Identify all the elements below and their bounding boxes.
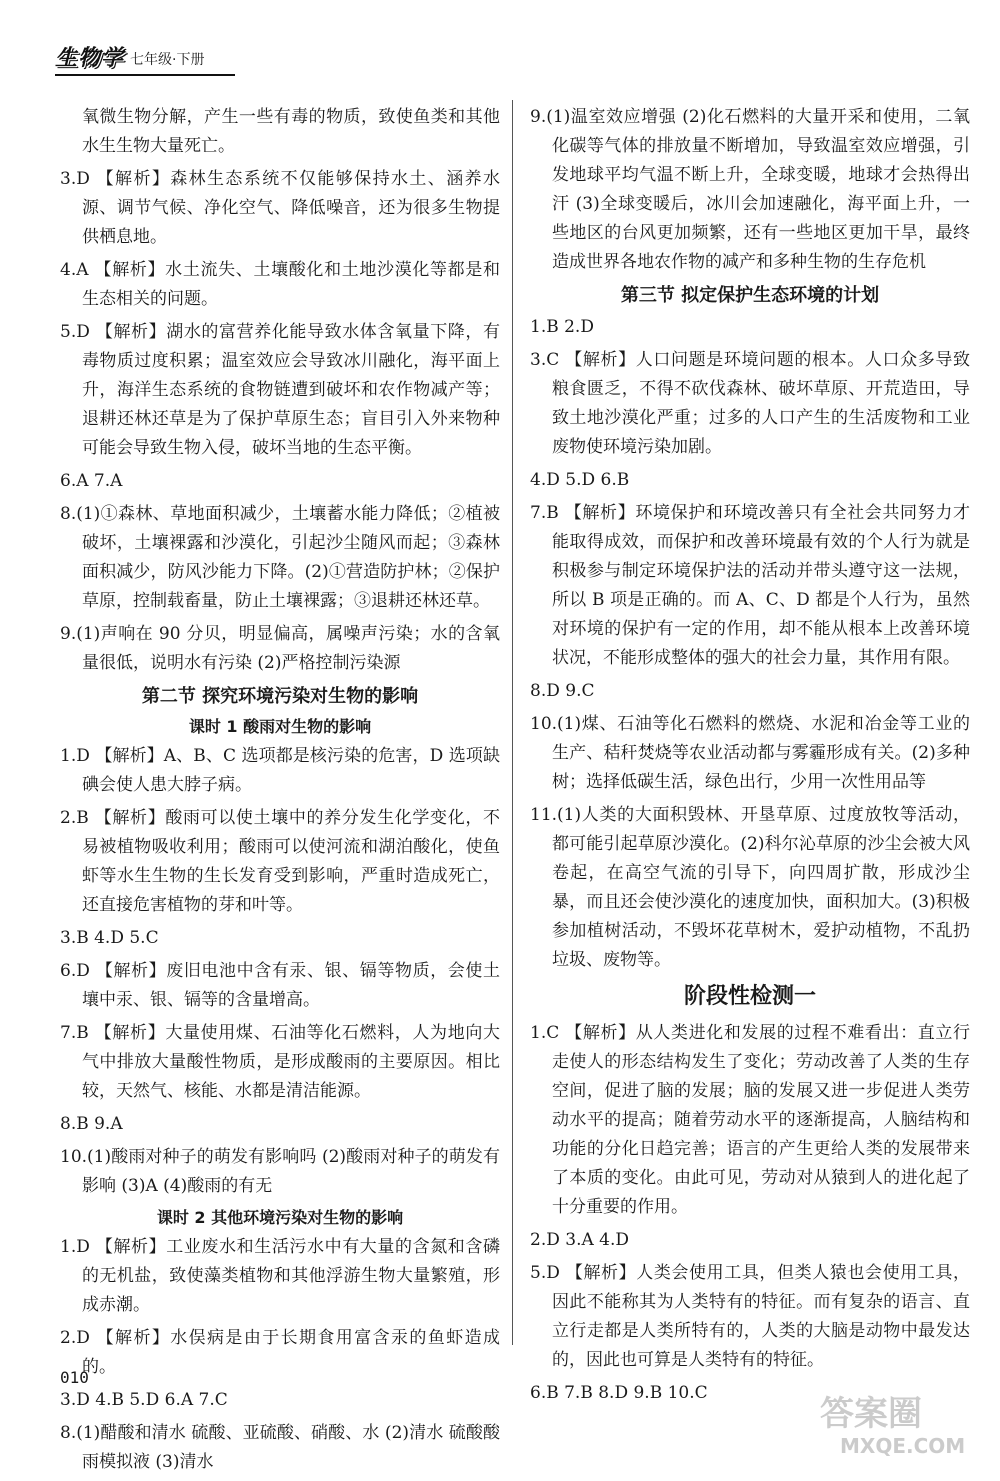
answer-item: 2.D 【解析】水俣病是由于长期食用富含汞的鱼虾造成的。 bbox=[60, 1328, 500, 1377]
section-heading: 第二节 探究环境污染对生物的影响 bbox=[141, 686, 419, 707]
answer-item: 10.(1)煤、石油等化石燃料的燃烧、水泥和冶金等工业的生产、秸秆焚烧等农业活动都与雾霾形成有关。(2)多种树；选择低碳生活，绿色出行，少用一次性用品等 bbox=[530, 714, 970, 792]
answer-item: 11.(1)人类的大面积毁林、开垦草原、过度放牧等活动，都可能引起草原沙漠化。(2)科尔沁草原的沙尘会被大风卷起，在高空气流的引导下，向四周扩散，形成沙尘暴，而且还会使沙漠化的速度加快，面积加大。(3)积极参加植树活动，不毁坏花草树木，爱护动植物，不乱扔垃圾、废物等。 bbox=[530, 805, 970, 970]
answer-item: 7.B 【解析】环境保护和环境改善只有全社会共同努力才能取得成效，而保护和改善环境最有效的个人行为就是积极参与制定环境保护法的活动并带头遵守这一法规，所以 B 项是正确的。而 A、C、D 都是个人行为，虽然对环境的保护有一定的作用，却不能从根本上改善环境状况，不能形成整体的强大的社会力量，其作用有限。 bbox=[530, 503, 970, 668]
answer-item: 8.B 9.A bbox=[60, 1114, 123, 1134]
answer-item: 2.B 【解析】酸雨可以使土壤中的养分发生化学变化，不易被植物吸收利用；酸雨可以使河流和湖泊酸化，使鱼虾等水生生物的生长发育受到影响，严重时造成死亡，还直接危害植物的芽和叶等。 bbox=[60, 808, 500, 915]
answer-item: 3.D 【解析】森林生态系统不仅能够保持水土、涵养水源、调节气候、净化空气、降低噪音，还为很多生物提供栖息地。 bbox=[60, 169, 500, 247]
answer-item: 2.D 3.A 4.D bbox=[530, 1230, 630, 1250]
page-number: 010 bbox=[60, 1368, 89, 1387]
answer-item: 8.(1)醋酸和清水 硫酸、亚硫酸、硝酸、水 (2)清水 硫酸酸雨模拟液 (3)清水 bbox=[60, 1423, 500, 1472]
answer-item: 1.D 【解析】A、B、C 选项都是核污染的危害，D 选项缺碘会使人患大脖子病。 bbox=[60, 746, 500, 795]
column-divider bbox=[512, 100, 513, 1345]
answer-item: 8.D 9.C bbox=[530, 681, 595, 701]
answer-item: 5.D 【解析】湖水的富营养化能导致水体含氧量下降，有毒物质过度积累；温室效应会导致冰川融化，海平面上升，海洋生态系统的食物链遭到破坏和农作物减产等；退耕还林还草是为了保护草原生态；盲目引入外来物种可能会导致生物入侵，破坏当地的生态平衡。 bbox=[60, 322, 500, 458]
answer-item: 9.(1)声响在 90 分贝，明显偏高，属噪声污染；水的含氧量很低，说明水有污染 (2)严格控制污染源 bbox=[60, 624, 500, 673]
answer-item: 6.B 7.B 8.D 9.B 10.C bbox=[530, 1383, 708, 1403]
answer-item: 4.A 【解析】水土流失、土壤酸化和土地沙漠化等都是和生态相关的问题。 bbox=[60, 260, 500, 309]
answer-item: 5.D 【解析】人类会使用工具，但类人猿也会使用工具，因此不能称其为人类特有的特征。而有复杂的语言、直立行走都是人类所特有的，人类的大脑是动物中最发达的，因此也可算是人类特有的特征。 bbox=[530, 1263, 970, 1370]
answer-item: 4.D 5.D 6.B bbox=[530, 470, 630, 490]
subject-logo: 生物学 bbox=[55, 46, 125, 71]
answer-item: 3.C 【解析】人口问题是环境问题的根本。人口众多导致粮食匮乏，不得不砍伐森林、破坏草原、开荒造田，导致土地沙漠化严重；过多的人口产生的生活废物和工业废物使环境污染加剧。 bbox=[530, 350, 970, 457]
answer-item: 7.B 【解析】大量使用煤、石油等化石燃料，人为地向大气中排放大量酸性物质，是形成酸雨的主要原因。相比较，天然气、核能、水都是清洁能源。 bbox=[60, 1023, 500, 1101]
lesson-heading: 课时 1 酸雨对生物的影响 bbox=[188, 717, 372, 736]
answer-item: 1.B 2.D bbox=[530, 317, 594, 337]
continued-text: 氧微生物分解，产生一些有毒的物质，致使鱼类和其他水生生物大量死亡。 bbox=[82, 107, 500, 156]
watermark-text-url: MXQE.COM bbox=[840, 1434, 966, 1458]
answer-item: 8.(1)①森林、草地面积减少，土壤蓄水能力降低；②植被破坏，土壤裸露和沙漠化，引起沙尘随风而起；③森林面积减少，防风沙能力下降。(2)①营造防护林；②保护草原，控制载畜量，防止土壤裸露；③退耕还林还草。 bbox=[60, 504, 500, 611]
right-column bbox=[530, 103, 970, 1412]
answer-item: 3.B 4.D 5.C bbox=[60, 928, 159, 948]
section-heading: 第三节 拟定保护生态环境的计划 bbox=[620, 285, 880, 306]
left-column bbox=[60, 103, 500, 1481]
answer-item: 1.D 【解析】工业废水和生活污水中有大量的含氮和含磷的无机盐，致使藻类植物和其他浮游生物大量繁殖，形成赤潮。 bbox=[60, 1237, 500, 1315]
header-rule bbox=[55, 74, 235, 76]
answer-item: 6.D 【解析】废旧电池中含有汞、银、镉等物质，会使土壤中汞、银、镉等的含量增高。 bbox=[60, 961, 500, 1010]
answer-item: 3.D 4.B 5.D 6.A 7.C bbox=[60, 1390, 228, 1410]
answer-item: 6.A 7.A bbox=[60, 471, 123, 491]
answer-item: 10.(1)酸雨对种子的萌发有影响吗 (2)酸雨对种子的萌发有影响 (3)A (4)酸雨的有无 bbox=[60, 1147, 500, 1196]
answer-item: 1.C 【解析】从人类进化和发展的过程不难看出：直立行走使人的形态结构发生了变化；劳动改善了人类的生存空间，促进了脑的发展；脑的发展又进一步促进人类劳动水平的提高；随着劳动水平的逐渐提高，人脑结构和功能的分化日趋完善；语言的产生更给人类的发展带来了本质的变化。由此可见，劳动对从猿到人的进化起了十分重要的作用。 bbox=[530, 1023, 970, 1217]
grade-label: 七年级·下册 bbox=[130, 52, 205, 68]
watermark-logo bbox=[810, 1385, 990, 1460]
page-header bbox=[55, 44, 204, 72]
watermark-text-main: 答案圈 bbox=[820, 1394, 922, 1434]
answer-item: 9.(1)温室效应增强 (2)化石燃料的大量开采和使用，二氧化碳等气体的排放量不断增加，导致温室效应增强，引发地球平均气温不断上升，全球变暖，地球才会热得出汗 (3)全球变暖后，冰川会加速融化，海平面上升，一些地区的台风更加频繁，还有一些地区更加干旱，最终造成世界各地农作物的减产和多种生物的生存危机 bbox=[530, 107, 970, 272]
lesson-heading: 课时 2 其他环境污染对生物的影响 bbox=[156, 1208, 404, 1227]
stage-test-heading: 阶段性检测一 bbox=[683, 984, 816, 1009]
